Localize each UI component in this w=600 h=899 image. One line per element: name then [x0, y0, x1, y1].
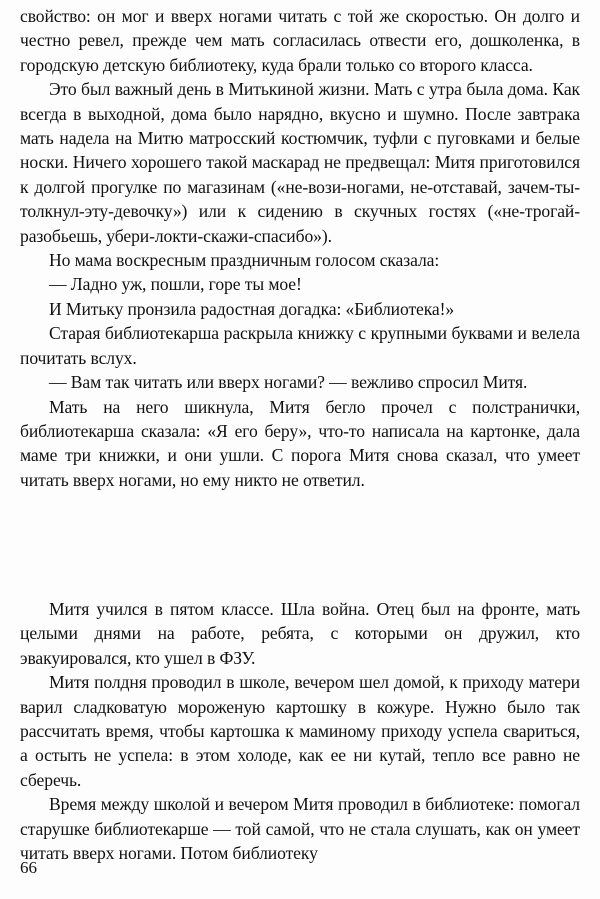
- paragraph-5: И Митьку пронзила радостная догадка: «Библиотека!»: [49, 298, 455, 319]
- paragraph-10: Митя полдня проводил в школе, вечером шел домой, к приходу матери варил сладковатую мороженую картошку в кожуре. Нужно было так рассчитать время, чтобы картошка к маминому приходу успела свариться, а остыть не успела: в этом холоде, как ее ни кутай, тепло все равно не сберечь.: [20, 672, 580, 790]
- page-number: 66: [20, 858, 37, 877]
- paragraph-2: Это был важный день в Митькиной жизни. Мать с утра была дома. Как всегда в выходной, дома было нарядно, вкусно и шумно. После завтрака мать надела на Митю матросский костюмчик, туфли с пуговками и белые носки. Ничего хорошего такой маскарад не предвещал: Митя приготовился к долгой прогулке по магазинам («не-вози-ногами, не-отставай, зачем-ты-толкнул-эту-девочку») или к сидению в скучных гостях («не-трогай-разобьешь, убери-локти-скажи-спасибо»).: [20, 79, 580, 246]
- paragraph-4: — Ладно уж, пошли, горе ты мое!: [49, 274, 302, 295]
- paragraph-7: — Вам так читать или вверх ногами? — вежливо спросил Митя.: [49, 372, 528, 393]
- paragraph-9: Митя учился в пятом классе. Шла война. Отец был на фронте, мать целыми днями на работе, ребята, с которыми он дружил, кто эвакуировался, кто ушел в ФЗУ.: [20, 599, 580, 668]
- text-section-2: [20, 597, 580, 865]
- paragraph-6: Старая библиотекарша раскрыла книжку с крупными буквами и велела почитать вслух.: [20, 323, 580, 368]
- paragraph-11: Время между школой и вечером Митя проводил в библиотеке: помогал старушке библиотекарше — той самой, что не стала слушать, как он умеет читать вверх ногами. Потом библиотеку: [20, 794, 580, 864]
- paragraph-1: свойство: он мог и вверх ногами читать с той же скоростью. Он долго и честно ревел, прежде чем мать согласилась отвести его, дошколенка, в городскую детскую библиотеку, куда брали только со второго класса.: [20, 6, 580, 75]
- paragraph-3: Но мама воскресным праздничным голосом сказала:: [49, 250, 440, 271]
- text-section-1: [20, 4, 580, 492]
- paragraph-8: Мать на него шикнула, Митя бегло прочел с полстранички, библиотекарша сказала: «Я его беру», что-то написала на картонке, дала маме три книжки, и они ушли. С порога Митя снова сказал, что умеет читать вверх ногами, но ему никто не ответил.: [20, 396, 580, 490]
